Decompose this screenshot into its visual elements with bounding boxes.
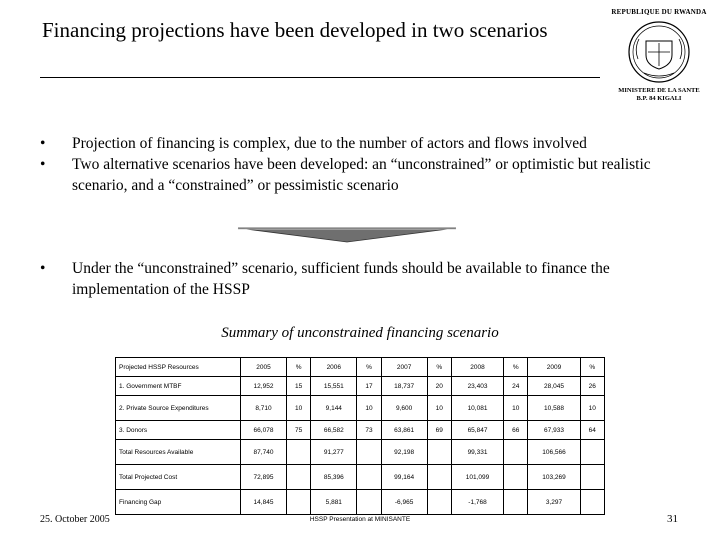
slide-title: Financing projections have been developed in two scenarios	[42, 18, 548, 42]
table-cell: 17	[357, 377, 381, 396]
table-cell: 14,845	[241, 490, 287, 515]
table-cell: 73	[357, 421, 381, 440]
footer-presentation-label: HSSP Presentation at MINISANTE	[309, 516, 411, 523]
table-cell: 63,861	[381, 421, 427, 440]
header-cell: %	[427, 358, 451, 377]
table-cell	[580, 490, 604, 515]
down-arrow-icon	[236, 226, 458, 244]
row-label: Financing Gap	[116, 490, 241, 515]
table-cell: 85,396	[311, 465, 357, 490]
table-cell	[427, 465, 451, 490]
seal-country-text: REPUBLIQUE DU RWANDA	[611, 8, 707, 16]
table-header-row	[116, 358, 605, 377]
coat-of-arms-icon	[626, 19, 692, 85]
table-cell	[580, 465, 604, 490]
table-cell: 10	[504, 396, 528, 421]
row-label: 2. Private Source Expenditures	[116, 396, 241, 421]
table-cell	[286, 490, 310, 515]
table-cell: 10,588	[528, 396, 580, 421]
table-cell: 10	[580, 396, 604, 421]
table-cell: 92,198	[381, 440, 427, 465]
table-cell	[504, 440, 528, 465]
table-cell: 66,582	[311, 421, 357, 440]
bullet-marker: •	[40, 260, 46, 277]
seal-ministry-text: MINISTERE DE LA SANTE	[618, 87, 700, 94]
page-number: 31	[667, 513, 678, 525]
table-cell: 103,269	[528, 465, 580, 490]
table-cell: 8,710	[241, 396, 287, 421]
bullet-item	[40, 133, 690, 154]
table-row	[116, 377, 605, 396]
table-cell: 64	[580, 421, 604, 440]
bullet-marker: •	[40, 135, 46, 152]
seal-address-text: B.P. 84 KIGALI	[636, 95, 682, 102]
table-row	[116, 490, 605, 515]
table-cell: 10,081	[451, 396, 503, 421]
table-cell: 9,600	[381, 396, 427, 421]
table-cell: 75	[286, 421, 310, 440]
financing-table	[115, 357, 605, 515]
table-cell: 26	[580, 377, 604, 396]
table-cell: 99,331	[451, 440, 503, 465]
table-cell: 24	[504, 377, 528, 396]
table-cell	[580, 440, 604, 465]
bullet-text: Projection of financing is complex, due to the number of actors and flows involved	[72, 135, 587, 152]
table-row	[116, 421, 605, 440]
table-cell	[357, 490, 381, 515]
table-cell: -6,965	[381, 490, 427, 515]
row-label: 3. Donors	[116, 421, 241, 440]
table-cell	[357, 440, 381, 465]
table-cell: 5,881	[311, 490, 357, 515]
table-cell: 18,737	[381, 377, 427, 396]
table-cell: 72,895	[241, 465, 287, 490]
header-cell: 2007	[381, 358, 427, 377]
table-cell	[504, 490, 528, 515]
table-title: Summary of unconstrained financing scenario	[221, 325, 499, 341]
table-cell: 10	[357, 396, 381, 421]
header-cell: 2009	[528, 358, 580, 377]
table-cell: 20	[427, 377, 451, 396]
header-cell: %	[357, 358, 381, 377]
bullet-marker: •	[40, 156, 46, 173]
table-cell	[286, 465, 310, 490]
footer-date: 25. October 2005	[40, 514, 110, 525]
table-cell: 23,403	[451, 377, 503, 396]
header-cell: 2006	[311, 358, 357, 377]
bullet-text: Two alternative scenarios have been developed: an “unconstrained” or optimistic but realistic scenario, and a “constrained” or pessimistic scenario	[72, 156, 651, 194]
header-cell: 2005	[241, 358, 287, 377]
row-label: Total Projected Cost	[116, 465, 241, 490]
table-cell: 15,551	[311, 377, 357, 396]
table-cell: 10	[427, 396, 451, 421]
table-cell: 87,740	[241, 440, 287, 465]
table-cell: 101,099	[451, 465, 503, 490]
row-label: Total Resources Available	[116, 440, 241, 465]
table-row	[116, 396, 605, 421]
table-cell: 67,933	[528, 421, 580, 440]
table-cell: 28,045	[528, 377, 580, 396]
table-cell: 65,847	[451, 421, 503, 440]
header-cell: %	[286, 358, 310, 377]
header-cell: Projected HSSP Resources	[116, 358, 241, 377]
table-cell: 106,566	[528, 440, 580, 465]
table-cell	[286, 440, 310, 465]
table-row	[116, 465, 605, 490]
table-cell	[357, 465, 381, 490]
table-cell	[427, 490, 451, 515]
bullet-text: Under the “unconstrained” scenario, sufficient funds should be available to finance the implementation of the HSSP	[72, 260, 610, 298]
bullet-list	[40, 133, 690, 196]
header-cell: %	[580, 358, 604, 377]
bullet-item	[40, 258, 690, 300]
table-cell: 3,297	[528, 490, 580, 515]
table-cell	[504, 465, 528, 490]
ministry-seal	[604, 8, 714, 103]
table-cell: -1,768	[451, 490, 503, 515]
table-cell	[427, 440, 451, 465]
table-cell: 66	[504, 421, 528, 440]
header-cell: %	[504, 358, 528, 377]
row-label: 1. Government MTBF	[116, 377, 241, 396]
table-cell: 91,277	[311, 440, 357, 465]
table-cell: 10	[286, 396, 310, 421]
table-cell: 99,164	[381, 465, 427, 490]
table-cell: 12,952	[241, 377, 287, 396]
header-cell: 2008	[451, 358, 503, 377]
bullet-item	[40, 154, 690, 196]
table-row	[116, 440, 605, 465]
bullet-list-conclusion	[40, 258, 690, 300]
table-cell: 69	[427, 421, 451, 440]
table-cell: 9,144	[311, 396, 357, 421]
table-cell: 15	[286, 377, 310, 396]
title-divider	[40, 77, 600, 78]
table-cell: 66,078	[241, 421, 287, 440]
